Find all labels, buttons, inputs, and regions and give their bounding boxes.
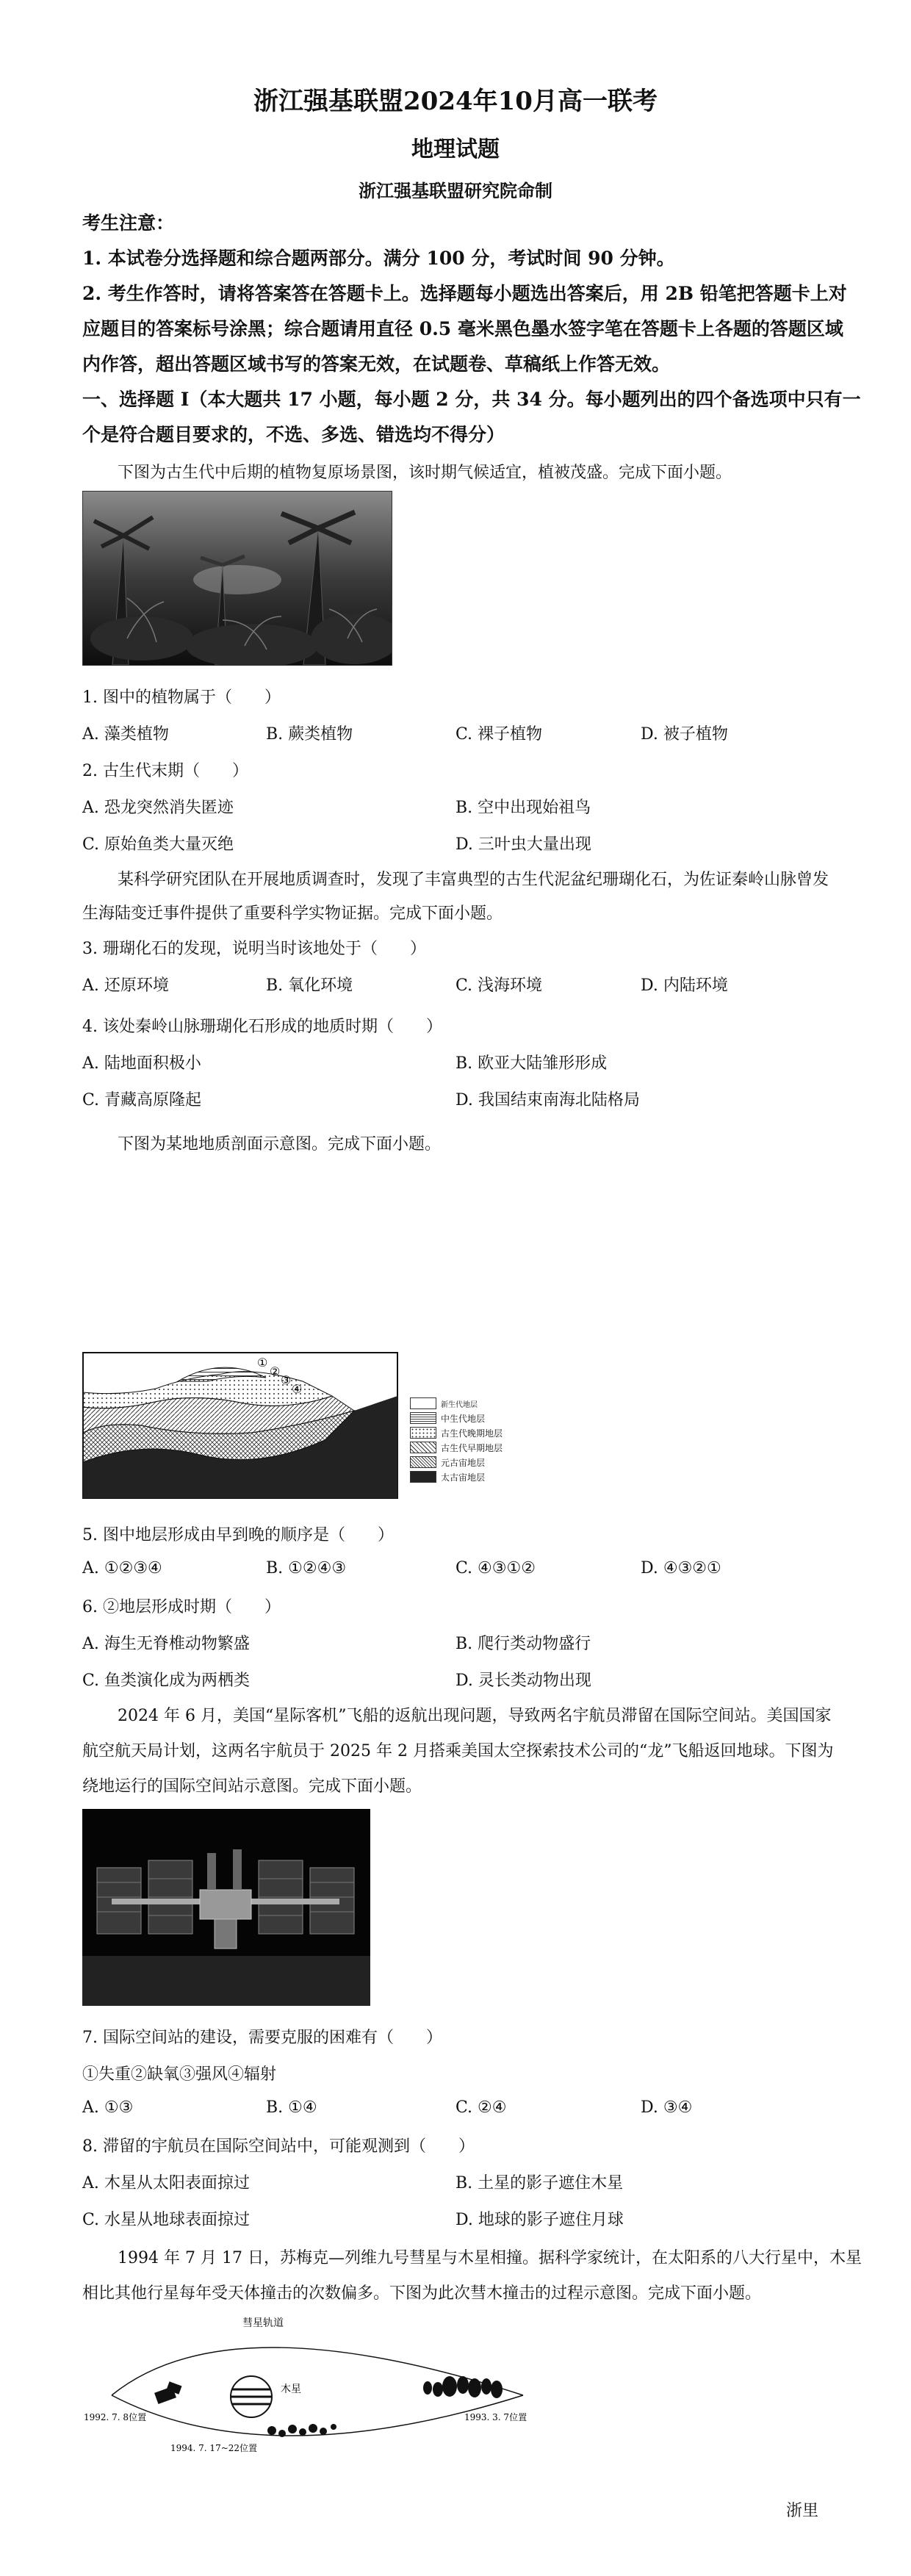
strata-legend — [410, 1396, 513, 1484]
q3-option-d[interactable]: D. 内陆环境 — [641, 976, 728, 995]
intro-comet-2: 相比其他行星每年受天体撞击的次数偏多。下图为此次彗木撞击的过程示意图。完成下面小题。 — [82, 2284, 762, 2303]
legend-item: 古生代早期地层 — [410, 1440, 513, 1455]
space-station-image — [82, 1809, 370, 2006]
plant-scene-image — [83, 492, 392, 665]
position-1992-label: 1992. 7. 8位置 — [84, 2412, 147, 2422]
question-8-stem: 8. 滞留的宇航员在国际空间站中，可能观测到（ ） — [82, 2137, 475, 2156]
orbit-label: 彗星轨道 — [242, 2317, 284, 2329]
intro-strata: 下图为某地地质剖面示意图。完成下面小题。 — [118, 1135, 442, 1154]
intro-station-2: 航空航天局计划，这两名宇航员于 2025 年 2 月搭乘美国太空探索技术公司的“龙”飞船返回地球。下图为 — [82, 1742, 834, 1760]
paleozoic-plant-figure — [82, 491, 392, 666]
q3-option-a[interactable]: A. 还原环境 — [82, 976, 169, 995]
section-heading-1: 一、选择题 I（本大题共 17 小题，每小题 2 分，共 34 分。每小题列出的四个备选项中只有一 — [82, 389, 861, 410]
question-5-stem: 5. 图中地层形成由早到晚的顺序是（ ） — [82, 1526, 394, 1544]
q8-option-d[interactable]: D. 地球的影子遮住月球 — [455, 2211, 624, 2229]
q6-option-d[interactable]: D. 灵长类动物出现 — [455, 1672, 591, 1690]
notice-heading: 考生注意： — [82, 212, 175, 234]
question-2-stem: 2. 古生代末期（ ） — [82, 762, 248, 780]
q8-option-a[interactable]: A. 木星从太阳表面掠过 — [82, 2174, 250, 2192]
q7-option-d[interactable]: D. ③④ — [641, 2098, 693, 2117]
q2-option-b[interactable]: B. 空中出现始祖鸟 — [455, 799, 591, 817]
exam-title: 浙江强基联盟2024年10月高一联考 — [253, 87, 658, 116]
notice-item-2b: 应题目的答案标号涂黑；综合题请用直径 0.5 毫米黑色墨水签字笔在答题卡上各题的答题区域 — [82, 318, 843, 339]
intro-station-1: 2024 年 6 月，美国“星际客机”飞船的返航出现问题，导致两名宇航员滞留在国际空间站。美国国家 — [118, 1707, 832, 1725]
position-1994-label: 1994. 7. 17~22位置 — [170, 2443, 258, 2453]
q7-option-c[interactable]: C. ②④ — [455, 2098, 507, 2117]
notice-item-2c: 内作答，超出答题区域书写的答案无效，在试题卷、草稿纸上作答无效。 — [82, 353, 671, 375]
q6-option-c[interactable]: C. 鱼类演化成为两栖类 — [82, 1672, 251, 1690]
intro-plants: 下图为古生代中后期的植物复原场景图，该时期气候适宜，植被茂盛。完成下面小题。 — [118, 464, 732, 482]
legend-item: 元古宙地层 — [410, 1455, 513, 1469]
question-1-stem: 1. 图中的植物属于（ ） — [82, 688, 281, 707]
q2-option-c[interactable]: C. 原始鱼类大量灭绝 — [82, 835, 234, 854]
question-3-stem: 3. 珊瑚化石的发现，说明当时该地处于（ ） — [82, 940, 426, 958]
q1-option-d[interactable]: D. 被子植物 — [641, 725, 728, 744]
legend-item: 太古宙地层 — [410, 1469, 513, 1484]
q5-option-a[interactable]: A. ①②③④ — [82, 1559, 162, 1577]
q5-option-b[interactable]: B. ①②④③ — [266, 1559, 347, 1577]
q2-option-a[interactable]: A. 恐龙突然消失匿迹 — [82, 799, 234, 817]
maker-line: 浙江强基联盟研究院命制 — [359, 180, 552, 201]
q4-option-c[interactable]: C. 青藏高原隆起 — [82, 1091, 202, 1109]
jupiter-label: 木星 — [281, 2383, 301, 2395]
intro-coral-1: 某科学研究团队在开展地质调查时，发现了丰富典型的古生代泥盆纪珊瑚化石，为佐证秦岭山脉曾发 — [118, 871, 829, 889]
geologic-section-figure — [82, 1352, 398, 1499]
strata-diagram — [82, 1352, 398, 1499]
intro-comet-1: 1994 年 7 月 17 日，苏梅克—列维九号彗星与木星相撞。据科学家统计，在太阳系的八大行星中，木星 — [118, 2249, 862, 2267]
q4-option-d[interactable]: D. 我国结束南海北陆格局 — [455, 1091, 640, 1109]
question-6-stem: 6. ②地层形成时期（ ） — [82, 1598, 281, 1616]
notice-item-2a: 2. 考生作答时，请将答案答在答题卡上。选择题每小题选出答案后，用 2B 铅笔把答题卡上对 — [82, 283, 847, 304]
comet-impact-figure — [82, 2307, 552, 2454]
q1-option-b[interactable]: B. 蕨类植物 — [266, 725, 353, 744]
q1-option-c[interactable]: C. 裸子植物 — [455, 725, 543, 744]
comet-orbit-diagram — [82, 2307, 552, 2454]
q4-option-a[interactable]: A. 陆地面积极小 — [82, 1054, 201, 1073]
legend-item: 新生代地层 — [410, 1396, 513, 1411]
notice-item-1: 1. 本试卷分选择题和综合题两部分。满分 100 分，考试时间 90 分钟。 — [82, 248, 675, 269]
q3-option-c[interactable]: C. 浅海环境 — [455, 976, 543, 995]
footer-mark: 浙里 — [786, 2502, 819, 2520]
q2-option-d[interactable]: D. 三叶虫大量出现 — [455, 835, 591, 854]
q3-option-b[interactable]: B. 氧化环境 — [266, 976, 353, 995]
strata-label-3: ③ — [281, 1373, 292, 1387]
q5-option-c[interactable]: C. ④③①② — [455, 1559, 536, 1577]
q7-option-b[interactable]: B. ①④ — [266, 2098, 317, 2117]
strata-label-1: ① — [257, 1356, 268, 1370]
q7-statement-list: ①失重②缺氧③强风④辐射 — [82, 2065, 277, 2084]
question-4-stem: 4. 该处秦岭山脉珊瑚化石形成的地质时期（ ） — [82, 1018, 442, 1036]
comet-orbit-lower — [112, 2395, 523, 2436]
legend-item: 中生代地层 — [410, 1411, 513, 1425]
q7-option-a[interactable]: A. ①③ — [82, 2098, 134, 2117]
q6-option-a[interactable]: A. 海生无脊椎动物繁盛 — [82, 1635, 250, 1653]
section-heading-2: 个是符合题目要求的，不选、多选、错选均不得分） — [82, 424, 505, 445]
q8-option-c[interactable]: C. 水星从地球表面掠过 — [82, 2211, 251, 2229]
intro-station-3: 绕地运行的国际空间站示意图。完成下面小题。 — [82, 1777, 422, 1796]
subject-title: 地理试题 — [411, 137, 500, 162]
intro-coral-2: 生海陆变迁事件提供了重要科学实物证据。完成下面小题。 — [82, 904, 503, 923]
q1-option-a[interactable]: A. 藻类植物 — [82, 725, 169, 744]
q6-option-b[interactable]: B. 爬行类动物盛行 — [455, 1635, 591, 1653]
space-station-figure — [82, 1809, 370, 2006]
legend-item: 古生代晚期地层 — [410, 1425, 513, 1440]
question-7-stem: 7. 国际空间站的建设，需要克服的困难有（ ） — [82, 2029, 442, 2047]
q4-option-b[interactable]: B. 欧亚大陆雏形形成 — [455, 1054, 608, 1073]
q5-option-d[interactable]: D. ④③②① — [641, 1559, 721, 1577]
position-1993-label: 1993. 3. 7位置 — [464, 2412, 527, 2422]
strata-label-4: ④ — [292, 1382, 303, 1396]
q8-option-b[interactable]: B. 土星的影子遮住木星 — [455, 2174, 624, 2192]
strata-label-2: ② — [270, 1364, 281, 1378]
